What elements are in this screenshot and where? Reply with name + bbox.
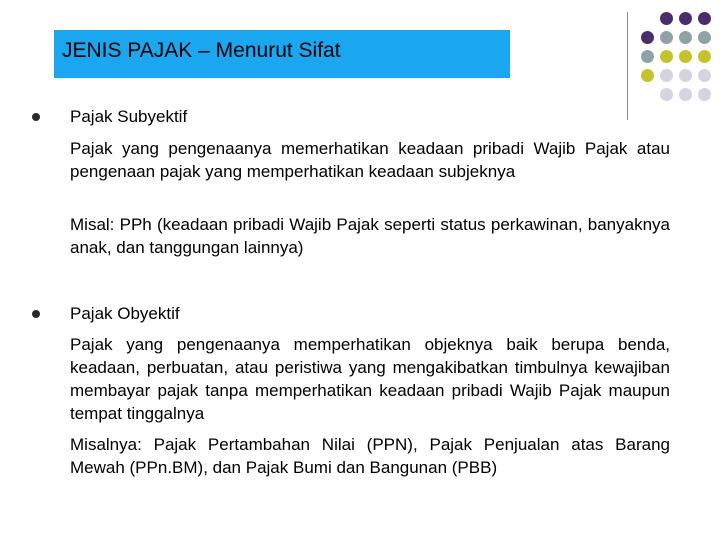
decorative-dot — [660, 31, 673, 44]
decorative-dot — [660, 12, 673, 25]
section-definition: Pajak yang pengenaanya memerhatikan keadaan pribadi Wajib Pajak atau pengenaan pajak yang memperhatikan keadaan subjeknya — [70, 139, 670, 181]
page-title: JENIS PAJAK – Menurut Sifat — [62, 39, 341, 62]
bullet-icon — [32, 310, 40, 318]
bullet-icon — [32, 113, 40, 121]
section-example: Misalnya: Pajak Pertambahan Nilai (PPN), Pajak Penjualan atas Barang Mewah (PPn.BM), dan Pajak Bumi dan Bangunan (PBB) — [70, 435, 670, 477]
title-box — [54, 30, 510, 78]
decorative-dot — [698, 12, 711, 25]
decorative-dot — [679, 50, 692, 63]
decorative-dot — [660, 88, 673, 101]
decorative-dot — [698, 50, 711, 63]
section-heading: Pajak Obyektif — [70, 304, 180, 323]
decorative-dot — [641, 69, 654, 82]
decorative-dot — [698, 31, 711, 44]
decorative-dot — [679, 31, 692, 44]
decorative-dot — [641, 50, 654, 63]
section-definition: Pajak yang pengenaanya memperhatikan objeknya baik berupa benda, keadaan, perbuatan, atau peristiwa yang mengakibatkan timbulnya kewajiban membayar pajak tanpa memperhatikan keadaan pribadi Wajib Pajak maupun tempat tinggalnya — [70, 335, 670, 423]
decorative-divider-line — [627, 12, 628, 120]
section-heading: Pajak Subyektif — [70, 107, 188, 126]
decorative-dot — [698, 88, 711, 101]
decorative-dot — [698, 69, 711, 82]
decorative-dot — [679, 69, 692, 82]
decorative-dot — [679, 12, 692, 25]
section-example: Misal: PPh (keadaan pribadi Wajib Pajak seperti status perkawinan, banyaknya anak, dan tanggungan lainnya) — [70, 215, 670, 257]
decorative-dot — [641, 31, 654, 44]
decorative-dot — [660, 69, 673, 82]
decorative-dot — [660, 50, 673, 63]
decorative-dot — [679, 88, 692, 101]
